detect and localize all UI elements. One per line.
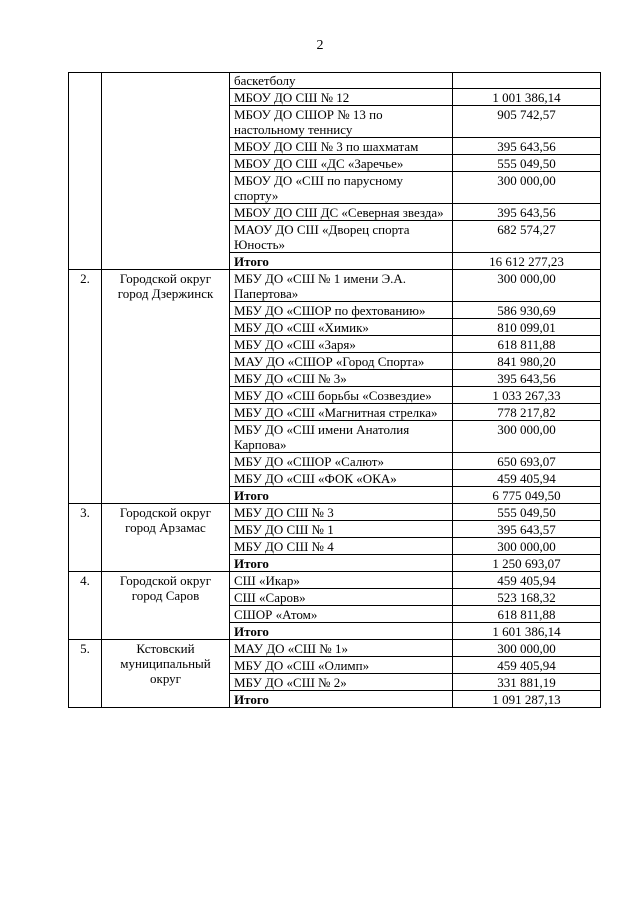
amount-cell: 395 643,56 (453, 138, 601, 155)
total-label: Итого (230, 691, 453, 708)
total-amount: 1 601 386,14 (453, 623, 601, 640)
amount-cell: 395 643,57 (453, 521, 601, 538)
amount-cell (453, 73, 601, 89)
total-label: Итого (230, 253, 453, 270)
total-label: Итого (230, 487, 453, 504)
amount-cell: 618 811,88 (453, 606, 601, 623)
row-number-cell: 4. (69, 572, 102, 640)
amount-cell: 300 000,00 (453, 421, 601, 453)
organization-cell: МБОУ ДО СШ № 12 (230, 89, 453, 106)
row-number-cell (69, 73, 102, 270)
amount-cell: 459 405,94 (453, 470, 601, 487)
amount-cell: 459 405,94 (453, 657, 601, 674)
row-number-cell: 3. (69, 504, 102, 572)
amount-cell: 459 405,94 (453, 572, 601, 589)
amount-cell: 300 000,00 (453, 270, 601, 302)
organization-cell: МБУ ДО «СШ борьбы «Созвездие» (230, 387, 453, 404)
organization-cell: МБУ ДО «СШОР по фехтованию» (230, 302, 453, 319)
organization-cell: МБОУ ДО СШОР № 13 по настольному теннису (230, 106, 453, 138)
amount-cell: 618 811,88 (453, 336, 601, 353)
organization-cell: МБУ ДО «СШ № 3» (230, 370, 453, 387)
amount-cell: 395 643,56 (453, 370, 601, 387)
table-row (69, 640, 601, 657)
organization-cell: СШ «Саров» (230, 589, 453, 606)
municipality-cell: Городской округ город Дзержинск (102, 270, 230, 504)
organization-cell: баскетболу (230, 73, 453, 89)
amount-cell: 1 001 386,14 (453, 89, 601, 106)
amount-cell: 1 033 267,33 (453, 387, 601, 404)
organization-cell: МБУ ДО «СШ «Химик» (230, 319, 453, 336)
organization-cell: МАОУ ДО СШ «Дворец спорта Юность» (230, 221, 453, 253)
row-number-cell: 2. (69, 270, 102, 504)
organization-cell: МБУ ДО «СШ «ФОК «ОКА» (230, 470, 453, 487)
amount-cell: 778 217,82 (453, 404, 601, 421)
amount-cell: 300 000,00 (453, 640, 601, 657)
page-number: 2 (316, 38, 324, 53)
municipality-cell: Кстовский муниципальный округ (102, 640, 230, 708)
table-row (69, 73, 601, 89)
organization-cell: МБУ ДО СШ № 3 (230, 504, 453, 521)
organization-cell: МБУ ДО «СШ имени Анатолия Карпова» (230, 421, 453, 453)
organization-cell: СШОР «Атом» (230, 606, 453, 623)
amount-cell: 555 049,50 (453, 155, 601, 172)
organization-cell: СШ «Икар» (230, 572, 453, 589)
total-label: Итого (230, 623, 453, 640)
organization-cell: МБОУ ДО СШ ДС «Северная звезда» (230, 204, 453, 221)
organization-cell: МАУ ДО «СШ № 1» (230, 640, 453, 657)
organization-cell: МБУ ДО «СШ № 2» (230, 674, 453, 691)
organization-cell: МБОУ ДО СШ № 3 по шахматам (230, 138, 453, 155)
amount-cell: 682 574,27 (453, 221, 601, 253)
organization-cell: МБУ ДО «СШ № 1 имени Э.А. Папертова» (230, 270, 453, 302)
amount-cell: 841 980,20 (453, 353, 601, 370)
table-row (69, 572, 601, 589)
municipality-cell: Городской округ город Саров (102, 572, 230, 640)
row-number-cell: 5. (69, 640, 102, 708)
total-amount: 6 775 049,50 (453, 487, 601, 504)
table-row (69, 504, 601, 521)
amount-cell: 905 742,57 (453, 106, 601, 138)
organization-cell: МБУ ДО СШ № 4 (230, 538, 453, 555)
amount-cell: 300 000,00 (453, 538, 601, 555)
table-row (69, 270, 601, 302)
amount-cell: 395 643,56 (453, 204, 601, 221)
amount-cell: 650 693,07 (453, 453, 601, 470)
amount-cell: 300 000,00 (453, 172, 601, 204)
organization-cell: МАУ ДО «СШОР «Город Спорта» (230, 353, 453, 370)
amount-cell: 810 099,01 (453, 319, 601, 336)
total-label: Итого (230, 555, 453, 572)
organization-cell: МБУ ДО «СШ «Олимп» (230, 657, 453, 674)
amount-cell: 555 049,50 (453, 504, 601, 521)
municipality-cell (102, 73, 230, 270)
amount-cell: 586 930,69 (453, 302, 601, 319)
organization-cell: МБОУ ДО «СШ по парусному спорту» (230, 172, 453, 204)
funding-table (68, 72, 601, 708)
organization-cell: МБУ ДО «СШ «Магнитная стрелка» (230, 404, 453, 421)
municipality-cell: Городской округ город Арзамас (102, 504, 230, 572)
organization-cell: МБОУ ДО СШ «ДС «Заречье» (230, 155, 453, 172)
total-amount: 16 612 277,23 (453, 253, 601, 270)
total-amount: 1 250 693,07 (453, 555, 601, 572)
organization-cell: МБУ ДО СШ № 1 (230, 521, 453, 538)
amount-cell: 523 168,32 (453, 589, 601, 606)
organization-cell: МБУ ДО «СШ «Заря» (230, 336, 453, 353)
total-amount: 1 091 287,13 (453, 691, 601, 708)
organization-cell: МБУ ДО «СШОР «Салют» (230, 453, 453, 470)
amount-cell: 331 881,19 (453, 674, 601, 691)
